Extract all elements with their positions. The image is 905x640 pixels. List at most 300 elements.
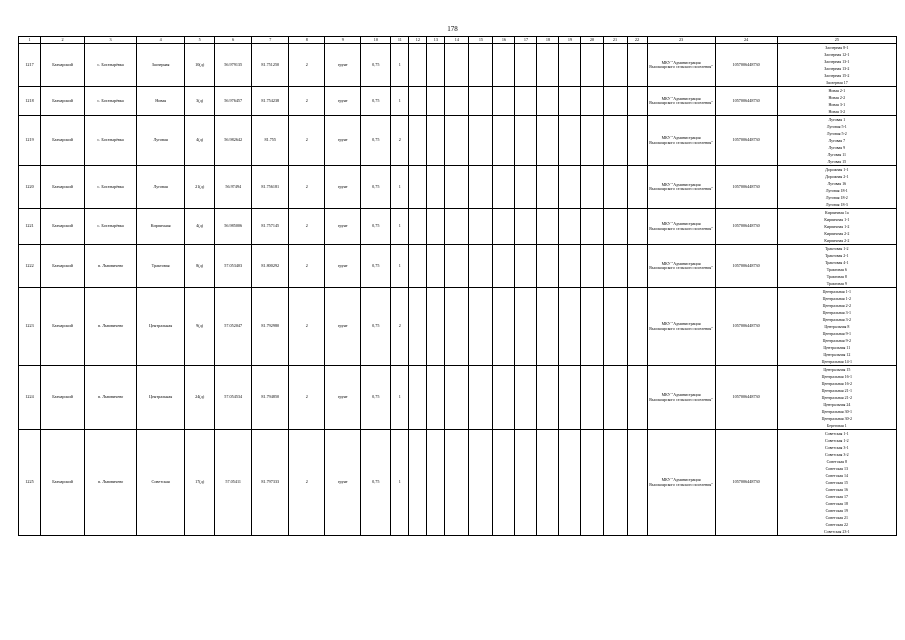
column-number: 18 bbox=[537, 37, 559, 44]
empty-cell bbox=[559, 430, 581, 536]
cell-c10: 0,75 bbox=[361, 116, 391, 166]
cell-organization: МКУ "Администрация Высокоярского сельского поселения" bbox=[647, 116, 715, 166]
address-item: Новая 3-1 bbox=[828, 102, 846, 107]
column-number: 22 bbox=[627, 37, 647, 44]
empty-cell bbox=[469, 288, 493, 366]
cell-c10: 0,75 bbox=[361, 288, 391, 366]
empty-cell bbox=[603, 288, 627, 366]
cell-ogrn: 1057006448730 bbox=[715, 366, 777, 430]
column-number: 2 bbox=[41, 37, 85, 44]
column-number: 3 bbox=[85, 37, 137, 44]
address-item: Кирпичная 1-2 bbox=[824, 224, 850, 229]
empty-cell bbox=[469, 116, 493, 166]
cell-ogrn: 1057006448730 bbox=[715, 87, 777, 116]
table-row bbox=[19, 166, 897, 209]
column-number: 8 bbox=[289, 37, 325, 44]
empty-cell bbox=[537, 209, 559, 245]
cell-address-list bbox=[777, 87, 896, 116]
cell-c11: 1 bbox=[391, 166, 409, 209]
cell-c11: 2 bbox=[391, 288, 409, 366]
empty-cell bbox=[581, 366, 603, 430]
address-item: Советская 22 bbox=[825, 522, 849, 527]
cell-ogrn: 1057006448730 bbox=[715, 44, 777, 87]
column-number: 9 bbox=[325, 37, 361, 44]
address-item: Центральная 24 bbox=[823, 402, 851, 407]
empty-cell bbox=[427, 288, 445, 366]
cell-c11: 2 bbox=[391, 116, 409, 166]
cell-no: 1222 bbox=[19, 245, 41, 288]
cell-district: Бахчарский bbox=[41, 288, 85, 366]
empty-cell bbox=[445, 116, 469, 166]
cell-organization: МКУ "Администрация Высокоярского сельского поселения" bbox=[647, 209, 715, 245]
cell-cover: грунт bbox=[325, 209, 361, 245]
cell-address-list bbox=[777, 366, 896, 430]
column-number-row bbox=[19, 37, 897, 44]
cell-locality: п. Львовичево bbox=[85, 245, 137, 288]
empty-cell bbox=[469, 245, 493, 288]
empty-cell bbox=[581, 44, 603, 87]
column-number: 1 bbox=[19, 37, 41, 44]
cell-lat: 56.979135 bbox=[215, 44, 252, 87]
address-item: Луговая 18-1 bbox=[825, 188, 848, 193]
address-item: Центральная 21-1 bbox=[821, 388, 852, 393]
address-item: Луговая 5-1 bbox=[826, 124, 847, 129]
cell-c10: 0,75 bbox=[361, 366, 391, 430]
table-row bbox=[19, 116, 897, 166]
column-number: 6 bbox=[215, 37, 252, 44]
cell-district: Бахчарский bbox=[41, 430, 85, 536]
column-number: 7 bbox=[252, 37, 289, 44]
empty-cell bbox=[627, 166, 647, 209]
cell-no: 1223 bbox=[19, 288, 41, 366]
column-number: 14 bbox=[445, 37, 469, 44]
address-item: Трактовая 9 bbox=[826, 281, 847, 286]
cell-lat: 57.052047 bbox=[215, 288, 252, 366]
cell-organization: МКУ "Администрация Высокоярского сельского поселения" bbox=[647, 245, 715, 288]
address-item: Кирпичная 2-2 bbox=[824, 238, 850, 243]
cell-c8: 2 bbox=[289, 87, 325, 116]
empty-cell bbox=[559, 366, 581, 430]
cell-c10: 0,75 bbox=[361, 44, 391, 87]
column-number: 15 bbox=[469, 37, 493, 44]
address-item: Центральная 12 bbox=[823, 352, 851, 357]
cell-c10: 0,75 bbox=[361, 166, 391, 209]
empty-cell bbox=[537, 366, 559, 430]
empty-cell bbox=[445, 245, 469, 288]
empty-cell bbox=[537, 166, 559, 209]
empty-cell bbox=[559, 166, 581, 209]
address-item: Центральная 15 bbox=[823, 367, 851, 372]
empty-cell bbox=[409, 245, 427, 288]
empty-cell bbox=[559, 209, 581, 245]
cell-address-list bbox=[777, 209, 896, 245]
empty-cell bbox=[409, 116, 427, 166]
address-item: Центральная 14-1 bbox=[821, 359, 852, 364]
cell-c10: 0,75 bbox=[361, 87, 391, 116]
cell-c8: 2 bbox=[289, 288, 325, 366]
empty-cell bbox=[559, 245, 581, 288]
cell-district: Бахчарский bbox=[41, 116, 85, 166]
address-item: Советская 1-2 bbox=[824, 438, 849, 443]
table-row bbox=[19, 430, 897, 536]
cell-house: 8(д) bbox=[185, 245, 215, 288]
cell-c10: 0,75 bbox=[361, 245, 391, 288]
cell-district: Бахчарский bbox=[41, 87, 85, 116]
column-number: 21 bbox=[603, 37, 627, 44]
empty-cell bbox=[515, 209, 537, 245]
address-item: Советская 16 bbox=[825, 487, 849, 492]
empty-cell bbox=[445, 166, 469, 209]
cell-c11: 1 bbox=[391, 245, 409, 288]
cell-locality: с. Богатырёвка bbox=[85, 166, 137, 209]
cell-organization: МКУ "Администрация Высокоярского сельского поселения" bbox=[647, 87, 715, 116]
cell-c10: 0,75 bbox=[361, 430, 391, 536]
empty-cell bbox=[627, 288, 647, 366]
cell-no: 1225 bbox=[19, 430, 41, 536]
empty-cell bbox=[559, 116, 581, 166]
empty-cell bbox=[515, 116, 537, 166]
cell-lat: 56.97494 bbox=[215, 166, 252, 209]
cell-cover: грунт bbox=[325, 366, 361, 430]
empty-cell bbox=[515, 166, 537, 209]
column-number: 17 bbox=[515, 37, 537, 44]
cell-lon: 81.751250 bbox=[252, 44, 289, 87]
address-item: Луговая 18-3 bbox=[825, 202, 848, 207]
cell-ogrn: 1057006448730 bbox=[715, 209, 777, 245]
empty-cell bbox=[469, 430, 493, 536]
cell-street: Новая bbox=[137, 87, 185, 116]
table-row bbox=[19, 288, 897, 366]
cell-house: 17(д) bbox=[185, 430, 215, 536]
empty-cell bbox=[409, 430, 427, 536]
empty-cell bbox=[409, 87, 427, 116]
empty-cell bbox=[537, 44, 559, 87]
address-item: Луговая 7 bbox=[828, 138, 846, 143]
address-item: Советская 19 bbox=[825, 508, 849, 513]
empty-cell bbox=[493, 288, 515, 366]
empty-cell bbox=[427, 430, 445, 536]
cell-lat: 57.053403 bbox=[215, 245, 252, 288]
column-number: 4 bbox=[137, 37, 185, 44]
empty-cell bbox=[603, 430, 627, 536]
column-number: 16 bbox=[493, 37, 515, 44]
cell-lon: 81.797333 bbox=[252, 430, 289, 536]
empty-cell bbox=[537, 245, 559, 288]
address-item: Советская 13 bbox=[825, 466, 849, 471]
empty-cell bbox=[493, 44, 515, 87]
empty-cell bbox=[445, 288, 469, 366]
cell-organization: МКУ "Администрация Высокоярского сельского поселения" bbox=[647, 366, 715, 430]
empty-cell bbox=[409, 366, 427, 430]
address-item: Луговая 11 bbox=[827, 152, 847, 157]
cell-organization: МКУ "Администрация Высокоярского сельского поселения" bbox=[647, 44, 715, 87]
address-item: Новая 2-1 bbox=[828, 88, 846, 93]
empty-cell bbox=[515, 288, 537, 366]
address-item: Кирпичная 1а bbox=[825, 210, 849, 215]
empty-cell bbox=[627, 430, 647, 536]
empty-cell bbox=[409, 44, 427, 87]
empty-cell bbox=[559, 44, 581, 87]
cell-address-list bbox=[777, 245, 896, 288]
cell-ogrn: 1057006448730 bbox=[715, 288, 777, 366]
cell-locality: п. Львовичево bbox=[85, 430, 137, 536]
address-item: Заозерная 13-1 bbox=[824, 59, 850, 64]
column-number: 24 bbox=[715, 37, 777, 44]
cell-district: Бахчарский bbox=[41, 209, 85, 245]
cell-lon: 81.794850 bbox=[252, 366, 289, 430]
cell-address-list bbox=[777, 44, 896, 87]
empty-cell bbox=[469, 166, 493, 209]
empty-cell bbox=[427, 87, 445, 116]
empty-cell bbox=[537, 116, 559, 166]
cell-lat: 57.05411 bbox=[215, 430, 252, 536]
cell-house: 4(д) bbox=[185, 116, 215, 166]
empty-cell bbox=[603, 209, 627, 245]
empty-cell bbox=[581, 209, 603, 245]
empty-cell bbox=[493, 87, 515, 116]
empty-cell bbox=[603, 87, 627, 116]
cell-cover: грунт bbox=[325, 430, 361, 536]
address-item: Центральная 8 bbox=[824, 324, 850, 329]
cell-street: Трактовая bbox=[137, 245, 185, 288]
address-item: Центральная 16-2 bbox=[821, 381, 852, 386]
cell-lat: 56.985006 bbox=[215, 209, 252, 245]
address-item: Заозерная 17 bbox=[825, 80, 848, 85]
empty-cell bbox=[537, 87, 559, 116]
table-row bbox=[19, 366, 897, 430]
cell-no: 1219 bbox=[19, 116, 41, 166]
empty-cell bbox=[427, 166, 445, 209]
empty-cell bbox=[427, 366, 445, 430]
empty-cell bbox=[603, 44, 627, 87]
empty-cell bbox=[427, 116, 445, 166]
address-item: Новая 3-2 bbox=[828, 109, 846, 114]
address-item: Дорожная 1-1 bbox=[825, 167, 849, 172]
cell-district: Бахчарский bbox=[41, 166, 85, 209]
cell-organization: МКУ "Администрация Высокоярского сельского поселения" bbox=[647, 430, 715, 536]
empty-cell bbox=[469, 209, 493, 245]
column-number: 25 bbox=[777, 37, 896, 44]
empty-cell bbox=[603, 116, 627, 166]
cell-house: 3(д) bbox=[185, 87, 215, 116]
address-item: Луговая 9 bbox=[828, 145, 846, 150]
empty-cell bbox=[559, 288, 581, 366]
empty-cell bbox=[581, 87, 603, 116]
address-item: Луговая 5-2 bbox=[826, 131, 847, 136]
empty-cell bbox=[515, 245, 537, 288]
address-item: Центральная 9-2 bbox=[822, 338, 851, 343]
cell-c8: 2 bbox=[289, 116, 325, 166]
cell-no: 1217 bbox=[19, 44, 41, 87]
cell-locality: п. Львовичево bbox=[85, 366, 137, 430]
address-item: Луговая 15 bbox=[827, 159, 847, 164]
address-item: Советская 1-1 bbox=[824, 431, 849, 436]
cell-district: Бахчарский bbox=[41, 366, 85, 430]
address-item: Заозерная 12-1 bbox=[824, 52, 850, 57]
address-item: Кирпичная 2-2 bbox=[824, 231, 850, 236]
cell-no: 1224 bbox=[19, 366, 41, 430]
table-row bbox=[19, 209, 897, 245]
address-item: Трактовая 2-1 bbox=[825, 253, 849, 258]
cell-street: Луговая bbox=[137, 116, 185, 166]
empty-cell bbox=[627, 87, 647, 116]
empty-cell bbox=[537, 288, 559, 366]
column-number: 20 bbox=[581, 37, 603, 44]
cell-lat: 57.054534 bbox=[215, 366, 252, 430]
empty-cell bbox=[445, 430, 469, 536]
cell-street: Заозерная bbox=[137, 44, 185, 87]
column-number: 5 bbox=[185, 37, 215, 44]
cell-c8: 2 bbox=[289, 245, 325, 288]
cell-lon: 81.756181 bbox=[252, 166, 289, 209]
cell-street: Центральная bbox=[137, 288, 185, 366]
address-item: Советская 21 bbox=[825, 515, 849, 520]
cell-no: 1218 bbox=[19, 87, 41, 116]
address-item: Трактовая 1-2 bbox=[825, 246, 849, 251]
empty-cell bbox=[537, 430, 559, 536]
address-item: Центральная 30-2 bbox=[821, 416, 852, 421]
table-row bbox=[19, 44, 897, 87]
cell-street: Луговая bbox=[137, 166, 185, 209]
address-item: Центральная 9-1 bbox=[822, 331, 851, 336]
register-table bbox=[18, 36, 897, 536]
address-item: Центральная 21-2 bbox=[821, 395, 852, 400]
column-number: 23 bbox=[647, 37, 715, 44]
address-item: Советская 3-2 bbox=[824, 452, 849, 457]
cell-cover: грунт bbox=[325, 166, 361, 209]
empty-cell bbox=[627, 116, 647, 166]
cell-no: 1220 bbox=[19, 166, 41, 209]
empty-cell bbox=[581, 430, 603, 536]
cell-locality: с. Богатырёвка bbox=[85, 116, 137, 166]
address-item: Советская 15 bbox=[825, 480, 849, 485]
address-item: Трактовая 8 bbox=[826, 274, 847, 279]
cell-lon: 81.755 bbox=[252, 116, 289, 166]
cell-address-list bbox=[777, 430, 896, 536]
empty-cell bbox=[469, 366, 493, 430]
empty-cell bbox=[515, 44, 537, 87]
address-item: Советская 23-1 bbox=[823, 529, 850, 534]
empty-cell bbox=[581, 245, 603, 288]
address-item: Береговая 1 bbox=[826, 423, 847, 428]
cell-organization: МКУ "Администрация Высокоярского сельского поселения" bbox=[647, 166, 715, 209]
cell-locality: с. Богатырёвка bbox=[85, 44, 137, 87]
empty-cell bbox=[581, 166, 603, 209]
address-item: Заозерная 15-2 bbox=[824, 73, 850, 78]
address-item: Советская 3-1 bbox=[824, 445, 849, 450]
empty-cell bbox=[469, 44, 493, 87]
address-item: Центральная 2-2 bbox=[822, 303, 851, 308]
cell-cover: грунт bbox=[325, 245, 361, 288]
address-item: Кирпичная 1-1 bbox=[824, 217, 850, 222]
empty-cell bbox=[627, 245, 647, 288]
address-item: Центральная 30-1 bbox=[821, 409, 852, 414]
cell-address-list bbox=[777, 166, 896, 209]
empty-cell bbox=[493, 209, 515, 245]
cell-cover: грунт bbox=[325, 288, 361, 366]
empty-cell bbox=[581, 116, 603, 166]
empty-cell bbox=[493, 245, 515, 288]
empty-cell bbox=[445, 366, 469, 430]
cell-c11: 1 bbox=[391, 87, 409, 116]
cell-house: 10(д) bbox=[185, 44, 215, 87]
address-item: Центральная 1-2 bbox=[822, 296, 851, 301]
cell-address-list bbox=[777, 288, 896, 366]
cell-locality: п. Львовичево bbox=[85, 288, 137, 366]
empty-cell bbox=[409, 288, 427, 366]
address-item: Центральная 3-1 bbox=[822, 310, 851, 315]
empty-cell bbox=[603, 245, 627, 288]
cell-lon: 81.757145 bbox=[252, 209, 289, 245]
address-item: Луговая 16 bbox=[827, 181, 847, 186]
cell-c10: 0,75 bbox=[361, 209, 391, 245]
empty-cell bbox=[445, 209, 469, 245]
empty-cell bbox=[627, 44, 647, 87]
empty-cell bbox=[409, 209, 427, 245]
address-item: Луговая 1 bbox=[828, 117, 846, 122]
empty-cell bbox=[581, 288, 603, 366]
empty-cell bbox=[493, 366, 515, 430]
empty-cell bbox=[627, 209, 647, 245]
cell-c11: 1 bbox=[391, 430, 409, 536]
cell-lon: 81.800292 bbox=[252, 245, 289, 288]
address-item: Луговая 18-2 bbox=[825, 195, 848, 200]
address-item: Советская 17 bbox=[825, 494, 849, 499]
address-item: Трактовая 6 bbox=[826, 267, 847, 272]
cell-ogrn: 1057006448730 bbox=[715, 166, 777, 209]
cell-c8: 2 bbox=[289, 166, 325, 209]
empty-cell bbox=[409, 166, 427, 209]
empty-cell bbox=[445, 44, 469, 87]
cell-district: Бахчарский bbox=[41, 245, 85, 288]
column-number: 12 bbox=[409, 37, 427, 44]
empty-cell bbox=[445, 87, 469, 116]
cell-no: 1221 bbox=[19, 209, 41, 245]
empty-cell bbox=[469, 87, 493, 116]
cell-ogrn: 1057006448730 bbox=[715, 116, 777, 166]
address-item: Дорожная 2-1 bbox=[825, 174, 849, 179]
cell-cover: грунт bbox=[325, 44, 361, 87]
empty-cell bbox=[493, 166, 515, 209]
empty-cell bbox=[603, 366, 627, 430]
cell-organization: МКУ "Администрация Высокоярского сельского поселения" bbox=[647, 288, 715, 366]
cell-street: Центральная bbox=[137, 366, 185, 430]
cell-c11: 1 bbox=[391, 366, 409, 430]
cell-cover: грунт bbox=[325, 116, 361, 166]
empty-cell bbox=[427, 245, 445, 288]
cell-c11: 1 bbox=[391, 209, 409, 245]
cell-lon: 81.754238 bbox=[252, 87, 289, 116]
empty-cell bbox=[559, 87, 581, 116]
cell-c8: 2 bbox=[289, 366, 325, 430]
column-number: 10 bbox=[361, 37, 391, 44]
empty-cell bbox=[493, 116, 515, 166]
cell-house: 9(д) bbox=[185, 288, 215, 366]
empty-cell bbox=[427, 209, 445, 245]
empty-cell bbox=[515, 430, 537, 536]
cell-ogrn: 1057006448730 bbox=[715, 430, 777, 536]
cell-lat: 56.976457 bbox=[215, 87, 252, 116]
cell-lat: 56.982642 bbox=[215, 116, 252, 166]
cell-cover: грунт bbox=[325, 87, 361, 116]
column-number: 19 bbox=[559, 37, 581, 44]
cell-locality: с. Богатырёвка bbox=[85, 87, 137, 116]
address-item: Центральная 11 bbox=[823, 345, 851, 350]
address-item: Советская 8 bbox=[826, 459, 848, 464]
cell-c8: 2 bbox=[289, 44, 325, 87]
cell-street: Кирпичная bbox=[137, 209, 185, 245]
cell-lon: 81.792980 bbox=[252, 288, 289, 366]
